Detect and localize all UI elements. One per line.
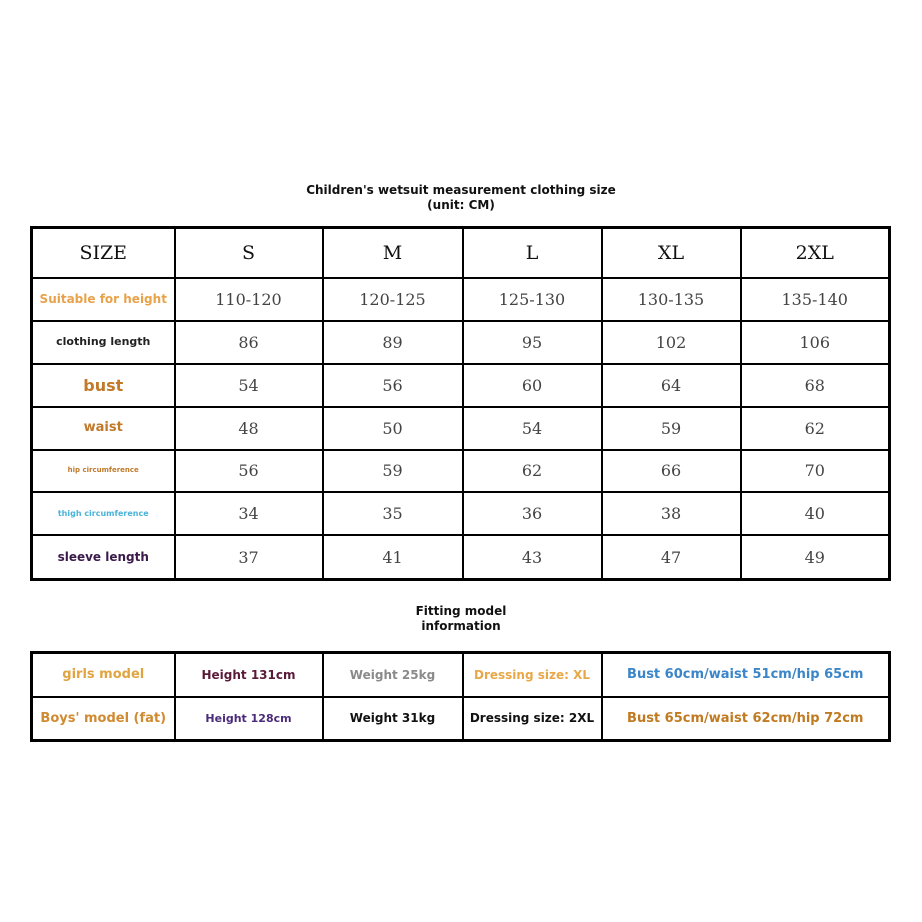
size-row-label: sleeve length	[32, 535, 175, 579]
size-row-label: clothing length	[32, 321, 175, 364]
size-value-cell: 62	[741, 407, 890, 450]
size-value-cell: 48	[175, 407, 323, 450]
size-row	[32, 407, 890, 450]
size-row	[32, 450, 890, 493]
size-value-cell: 86	[175, 321, 323, 364]
size-value-cell: 68	[741, 364, 890, 407]
size-value-cell: 106	[741, 321, 890, 364]
size-row-label: thigh circumference	[32, 492, 175, 535]
size-header-cell: S	[175, 228, 323, 278]
size-value-cell: 54	[463, 407, 602, 450]
size-value-cell: 35	[323, 492, 463, 535]
model-label: girls model	[32, 653, 175, 697]
size-value-cell: 102	[602, 321, 741, 364]
size-value-cell: 59	[323, 450, 463, 493]
model-info-title-line1: Fitting model	[415, 604, 507, 618]
size-value-cell: 41	[323, 535, 463, 579]
model-weight: Weight 25kg	[323, 653, 463, 697]
size-row	[32, 278, 890, 321]
size-value-cell: 36	[463, 492, 602, 535]
size-value-cell: 37	[175, 535, 323, 579]
size-value-cell: 120-125	[323, 278, 463, 321]
size-value-cell: 95	[463, 321, 602, 364]
size-value-cell: 130-135	[602, 278, 741, 321]
size-header-cell: M	[323, 228, 463, 278]
size-value-cell: 110-120	[175, 278, 323, 321]
model-info-title	[0, 604, 922, 634]
size-row-label: hip circumference	[32, 450, 175, 493]
size-row-label: bust	[32, 364, 175, 407]
size-value-cell: 49	[741, 535, 890, 579]
model-dressing-size: Dressing size: 2XL	[463, 697, 602, 741]
size-chart-table	[30, 226, 891, 581]
size-value-cell: 64	[602, 364, 741, 407]
size-chart-title-text: Children's wetsuit measurement clothing size	[306, 183, 616, 197]
size-value-cell: 60	[463, 364, 602, 407]
size-value-cell: 47	[602, 535, 741, 579]
size-row	[32, 492, 890, 535]
model-info-table	[30, 651, 891, 742]
model-label: Boys' model (fat)	[32, 697, 175, 741]
size-value-cell: 125-130	[463, 278, 602, 321]
size-row	[32, 535, 890, 579]
model-measurements: Bust 60cm/waist 51cm/hip 65cm	[602, 653, 890, 697]
size-value-cell: 54	[175, 364, 323, 407]
size-value-cell: 59	[602, 407, 741, 450]
model-measurements: Bust 65cm/waist 62cm/hip 72cm	[602, 697, 890, 741]
size-header-label: SIZE	[32, 228, 175, 278]
model-weight: Weight 31kg	[323, 697, 463, 741]
size-header-cell: 2XL	[741, 228, 890, 278]
size-header-cell: XL	[602, 228, 741, 278]
model-info-title-line2: information	[421, 619, 501, 633]
size-chart-title	[0, 183, 922, 213]
size-header-cell: L	[463, 228, 602, 278]
model-row	[32, 697, 890, 741]
size-value-cell: 66	[602, 450, 741, 493]
size-chart-unit: (unit: CM)	[427, 198, 495, 212]
size-value-cell: 50	[323, 407, 463, 450]
size-value-cell: 56	[323, 364, 463, 407]
model-height: Height 128cm	[175, 697, 323, 741]
model-dressing-size: Dressing size: XL	[463, 653, 602, 697]
model-height: Height 131cm	[175, 653, 323, 697]
size-value-cell: 34	[175, 492, 323, 535]
size-row	[32, 321, 890, 364]
size-row-label: Suitable for height	[32, 278, 175, 321]
size-value-cell: 135-140	[741, 278, 890, 321]
size-header-row	[32, 228, 890, 278]
size-value-cell: 70	[741, 450, 890, 493]
size-value-cell: 56	[175, 450, 323, 493]
size-value-cell: 40	[741, 492, 890, 535]
size-value-cell: 89	[323, 321, 463, 364]
model-row	[32, 653, 890, 697]
size-value-cell: 43	[463, 535, 602, 579]
size-value-cell: 62	[463, 450, 602, 493]
size-row-label: waist	[32, 407, 175, 450]
size-value-cell: 38	[602, 492, 741, 535]
size-row	[32, 364, 890, 407]
